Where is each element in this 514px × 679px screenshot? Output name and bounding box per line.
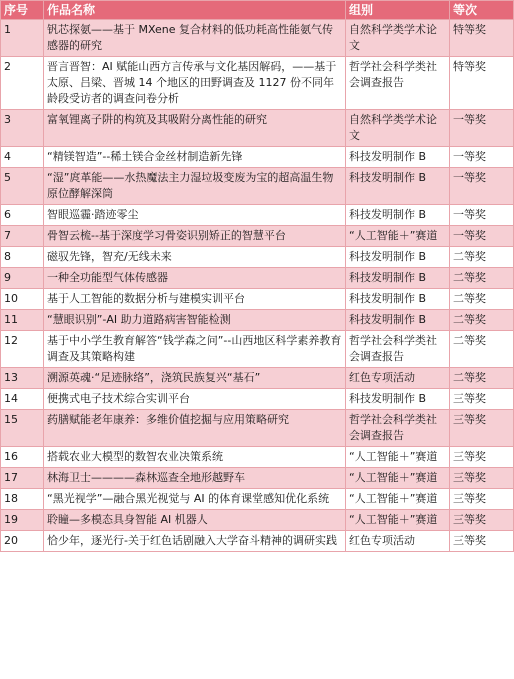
row-number: 6 [1, 205, 44, 226]
row-award: 二等奖 [450, 268, 514, 289]
table-row [1, 389, 514, 410]
row-award: 三等奖 [450, 489, 514, 510]
table-row [1, 147, 514, 168]
row-award: 三等奖 [450, 468, 514, 489]
row-number: 14 [1, 389, 44, 410]
row-group: 自然科学类学术论文 [346, 20, 450, 57]
table-row [1, 410, 514, 447]
row-group: 哲学社会科学类社会调查报告 [346, 57, 450, 110]
table-row [1, 310, 514, 331]
row-number: 20 [1, 531, 44, 552]
table-row [1, 20, 514, 57]
row-award: 三等奖 [450, 531, 514, 552]
header-group: 组别 [346, 1, 450, 20]
row-group: 红色专项活动 [346, 368, 450, 389]
row-award: 一等奖 [450, 147, 514, 168]
row-award: 二等奖 [450, 289, 514, 310]
row-number: 13 [1, 368, 44, 389]
row-award: 一等奖 [450, 226, 514, 247]
table-row [1, 247, 514, 268]
row-award: 三等奖 [450, 447, 514, 468]
table-row [1, 168, 514, 205]
header-row [1, 1, 514, 20]
row-group: 哲学社会科学类社会调查报告 [346, 410, 450, 447]
row-award: 二等奖 [450, 368, 514, 389]
header-title: 作品名称 [44, 1, 346, 20]
table-row [1, 57, 514, 110]
table-row [1, 468, 514, 489]
row-title: “慧眼识别”-AI 助力道路病害智能检测 [44, 310, 346, 331]
row-award: 一等奖 [450, 205, 514, 226]
row-title: 便携式电子技术综合实训平台 [44, 389, 346, 410]
header-award: 等次 [450, 1, 514, 20]
row-group: 科技发明制作 B [346, 205, 450, 226]
row-group: 科技发明制作 B [346, 310, 450, 331]
row-number: 1 [1, 20, 44, 57]
row-number: 15 [1, 410, 44, 447]
row-group: “人工智能＋”赛道 [346, 510, 450, 531]
row-title: “黑光视学”—融合黑光视觉与 AI 的体育课堂感知优化系统 [44, 489, 346, 510]
row-group: 科技发明制作 B [346, 268, 450, 289]
row-title: 富氧锂离子阱的构筑及其吸附分离性能的研究 [44, 110, 346, 147]
table-row [1, 510, 514, 531]
row-award: 三等奖 [450, 410, 514, 447]
row-title: 药膳赋能老年康养：多维价值挖掘与应用策略研究 [44, 410, 346, 447]
row-group: 自然科学类学术论文 [346, 110, 450, 147]
table-row [1, 205, 514, 226]
row-number: 5 [1, 168, 44, 205]
row-award: 特等奖 [450, 57, 514, 110]
row-group: “人工智能＋”赛道 [346, 489, 450, 510]
row-award: 二等奖 [450, 310, 514, 331]
row-number: 3 [1, 110, 44, 147]
row-number: 16 [1, 447, 44, 468]
table-row [1, 331, 514, 368]
row-number: 11 [1, 310, 44, 331]
row-award: 一等奖 [450, 110, 514, 147]
row-award: 二等奖 [450, 331, 514, 368]
table-row [1, 268, 514, 289]
row-title: 骨智云梳--基于深度学习骨姿识别矫正的智慧平台 [44, 226, 346, 247]
row-group: 哲学社会科学类社会调查报告 [346, 331, 450, 368]
row-award: 一等奖 [450, 168, 514, 205]
row-title: 恰少年，逐光行-关于红色话剧融入大学奋斗精神的调研实践 [44, 531, 346, 552]
header-number: 序号 [1, 1, 44, 20]
row-title: “精镁智造”--稀土镁合金丝材制造新先锋 [44, 147, 346, 168]
row-number: 7 [1, 226, 44, 247]
row-group: 科技发明制作 B [346, 289, 450, 310]
table-body [1, 20, 514, 552]
row-title: “湿”庹革能——水热魔法主力湿垃圾变废为宝的超高温生物原位酵解深筒 [44, 168, 346, 205]
row-group: 科技发明制作 B [346, 168, 450, 205]
row-number: 17 [1, 468, 44, 489]
row-group: 科技发明制作 B [346, 389, 450, 410]
row-number: 18 [1, 489, 44, 510]
row-number: 4 [1, 147, 44, 168]
row-award: 特等奖 [450, 20, 514, 57]
row-award: 二等奖 [450, 247, 514, 268]
row-number: 9 [1, 268, 44, 289]
row-group: “人工智能＋”赛道 [346, 468, 450, 489]
table-row [1, 226, 514, 247]
row-number: 8 [1, 247, 44, 268]
row-number: 12 [1, 331, 44, 368]
table-row [1, 447, 514, 468]
row-group: 科技发明制作 B [346, 247, 450, 268]
row-group: “人工智能＋”赛道 [346, 447, 450, 468]
row-group: 红色专项活动 [346, 531, 450, 552]
row-number: 2 [1, 57, 44, 110]
row-number: 19 [1, 510, 44, 531]
row-title: 溯源英魂·“足迹脉络”，浇筑民族复兴“基石” [44, 368, 346, 389]
row-title: 晋言晋智：AI 赋能山西方言传承与文化基因解码，——基于太原、吕梁、晋城 14 个地区的田野调查及 1127 份不同年龄段受访者的调查问卷分析 [44, 57, 346, 110]
row-title: 一种全功能型气体传感器 [44, 268, 346, 289]
table-row [1, 531, 514, 552]
row-title: 搭载农业大模型的数智农业决策系统 [44, 447, 346, 468]
row-group: “人工智能＋”赛道 [346, 226, 450, 247]
table-row [1, 368, 514, 389]
row-award: 三等奖 [450, 510, 514, 531]
row-title: 钒芯探氨——基于 MXene 复合材料的低功耗高性能氨气传感器的研究 [44, 20, 346, 57]
row-title: 基于中小学生教育解答“钱学森之问”--山西地区科学素养教育调查及其策略构建 [44, 331, 346, 368]
table-row [1, 489, 514, 510]
row-number: 10 [1, 289, 44, 310]
row-title: 基于人工智能的数据分析与建模实训平台 [44, 289, 346, 310]
table-row [1, 110, 514, 147]
table-row [1, 289, 514, 310]
row-award: 三等奖 [450, 389, 514, 410]
row-title: 聆瞳—多模态具身智能 AI 机器人 [44, 510, 346, 531]
row-title: 磁驭先锋，智充/无线未来 [44, 247, 346, 268]
row-title: 智眼巡霾·踏迹零尘 [44, 205, 346, 226]
row-group: 科技发明制作 B [346, 147, 450, 168]
row-title: 林海卫士————森林巡查全地形越野车 [44, 468, 346, 489]
